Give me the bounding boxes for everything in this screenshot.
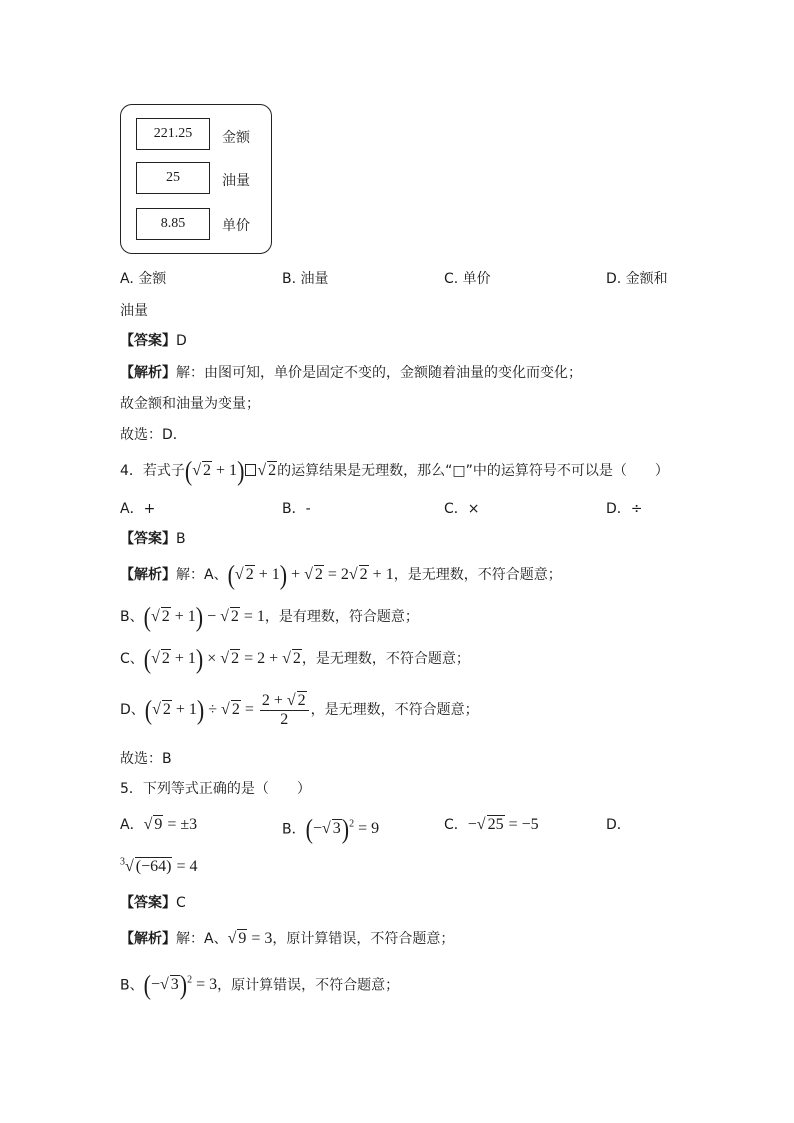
answer-value: B — [176, 531, 186, 547]
q3-option-d-wrap: 油量 — [120, 303, 148, 319]
prefix-d: D、 — [120, 702, 145, 719]
q3-analysis-line-2: 故金额和油量为变量； — [120, 396, 260, 412]
result-b: ，是有理数，符合题意； — [264, 609, 419, 625]
analysis-tag: 【解析】 — [120, 931, 176, 947]
q5-option-d-formula: $^3$√ (−64) = 4 — [120, 857, 198, 876]
pump-display-figure — [120, 104, 272, 254]
q4-conclusion: 故选：B — [120, 751, 172, 767]
operator-blank-box — [245, 464, 256, 476]
option-label-a: A． — [120, 817, 144, 833]
q5-stem: 5．下列等式正确的是（ ） — [120, 781, 311, 797]
q4-expression: (√ 2 + 1) √ 2 — [184, 454, 277, 486]
analysis-tag: 【解析】 — [120, 365, 176, 381]
analysis-lead: 解：A、 — [176, 567, 228, 583]
amount-label: 金额 — [222, 130, 250, 146]
q3-option-a: A. 金额 — [120, 271, 167, 287]
q4-analysis-d — [120, 692, 479, 729]
q4-option-b: B．- — [282, 501, 311, 517]
q3-option-b: B. 油量 — [282, 271, 329, 287]
prefix-c: C、 — [120, 651, 144, 667]
prefix-b: B、 — [120, 609, 144, 625]
q4-analysis-c — [120, 642, 470, 674]
q3-analysis-line-1 — [120, 364, 582, 382]
q4-option-d: D．÷ — [606, 501, 643, 517]
q5-option-b: B．(−√ 3)$^2$ = 9 — [282, 813, 380, 845]
volume-label: 油量 — [222, 173, 250, 189]
formula-a: (√ 2 + 1) + √ 2 = 2√ 2 + 1 — [227, 558, 394, 590]
q3-option-d: D. 金额和 — [606, 271, 668, 287]
price-label: 单价 — [222, 218, 250, 234]
q4-analysis-a — [120, 558, 562, 590]
result-c: ，是无理数，不符合题意； — [301, 651, 470, 667]
price-value-box: 8.85 — [136, 208, 210, 240]
option-label-c: C． — [444, 817, 468, 833]
result-d: ，是无理数，不符合题意； — [310, 702, 479, 719]
result-b: ，原计算错误，不符合题意； — [217, 977, 400, 994]
option-label-d: D． — [606, 817, 631, 833]
q4-stem — [120, 454, 669, 486]
q4-stem-suffix: 的运算结果是无理数，那么“□”中的运算符号不可以是（ ） — [277, 463, 669, 479]
analysis-text: 解：由图可知，单价是固定不变的，金额随着油量的变化而变化； — [176, 365, 582, 381]
formula-b: (√ 2 + 1) − √ 2 = 1 — [143, 600, 265, 632]
q5-analysis-b: B、(−√ 3)$^2$ = 3，原计算错误，不符合题意； — [120, 969, 400, 1001]
q5-option-c: C．−√ 25 = −5 — [444, 816, 539, 833]
analysis-tag: 【解析】 — [120, 567, 176, 583]
answer-value: D — [176, 333, 187, 349]
formula-c: (√ 2 + 1) × √ 2 = 2 + √ 2 — [143, 642, 301, 674]
q3-analysis-line-3: 故选：D． — [120, 427, 187, 443]
q4-option-a: A．+ — [120, 501, 156, 517]
option-label-b: B． — [282, 821, 306, 838]
answer-value: C — [176, 895, 186, 911]
amount-value-box: 221.25 — [136, 118, 210, 150]
formula-d: (√ 2 + 1) ÷ √ 2 = $\frac{2 + √ 2}{2}$ — [145, 701, 311, 718]
q5-answer — [120, 894, 186, 912]
answer-tag: 【答案】 — [120, 531, 176, 547]
q4-answer — [120, 530, 186, 548]
prefix-b: B、 — [120, 977, 144, 994]
q4-analysis-b — [120, 600, 419, 632]
result-a: ，是无理数，不符合题意； — [393, 567, 562, 583]
q5-option-a: A．√ 9 = ±3 — [120, 816, 198, 833]
q5-option-d — [606, 816, 631, 834]
q3-option-c: C. 单价 — [444, 271, 491, 287]
q5-analysis-a: 【解析】解：A、√ 9 = 3，原计算错误，不符合题意； — [120, 930, 455, 947]
q4-option-c: C．× — [444, 501, 480, 517]
q4-stem-prefix: 4．若式子 — [120, 463, 185, 479]
analysis-lead: 解：A、 — [176, 931, 228, 947]
q3-answer — [120, 332, 187, 350]
answer-tag: 【答案】 — [120, 895, 176, 911]
answer-tag: 【答案】 — [120, 333, 176, 349]
result-a: ，原计算错误，不符合题意； — [272, 931, 455, 947]
volume-value-box: 25 — [136, 162, 210, 194]
